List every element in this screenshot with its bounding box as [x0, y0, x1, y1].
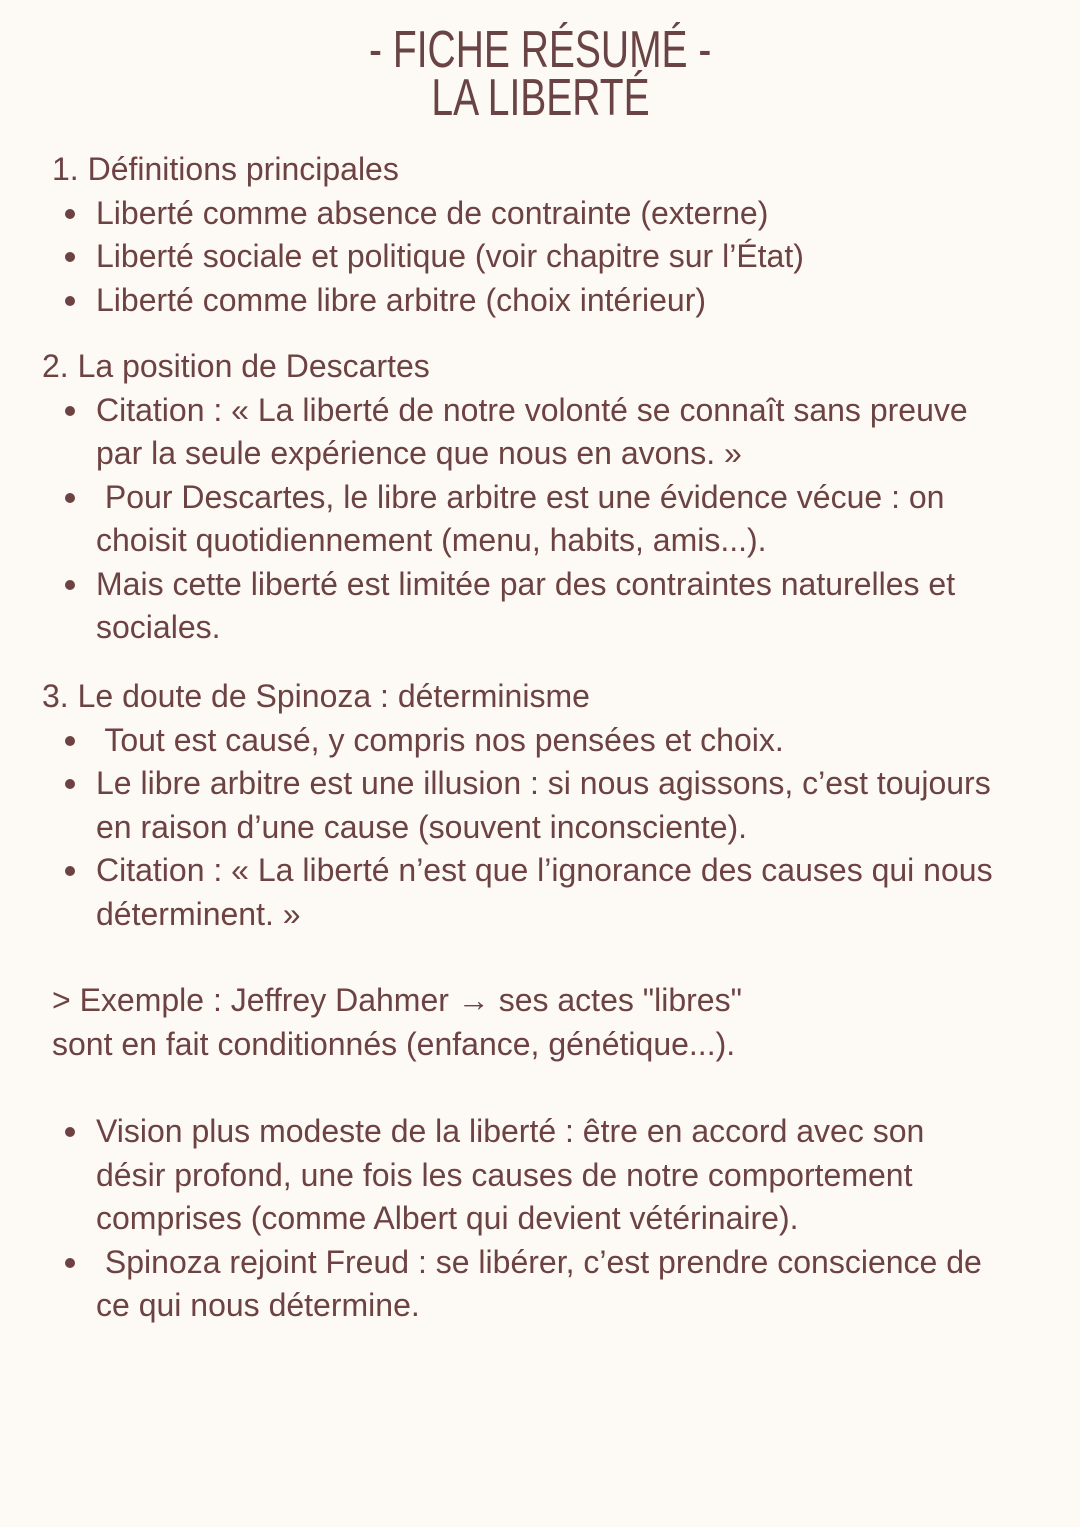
bullet-text-line: désir profond, une fois les causes de notre comportement: [96, 1156, 913, 1193]
bullet-item: [0, 235, 1080, 279]
example-block: [0, 979, 1080, 1066]
bullet-dot-icon: [65, 736, 75, 746]
bullet-text-line: Mais cette liberté est limitée par des contraintes naturelles et: [96, 565, 956, 602]
bullet-text-line: Spinoza rejoint Freud : se libérer, c’est prendre conscience de: [96, 1243, 982, 1280]
bullet-text-line: Citation : « La liberté n’est que l’ignorance des causes qui nous: [96, 852, 993, 888]
bullet-text-line: comprises (comme Albert qui devient vétérinaire).: [96, 1200, 799, 1236]
bullet-item: [0, 719, 1080, 763]
bullet-text-line: sociales.: [96, 609, 221, 645]
bullet-dot-icon: [65, 252, 75, 262]
bullet-text-line: ce qui nous détermine.: [96, 1287, 420, 1323]
bullet-item: [0, 192, 1080, 236]
bullet-item: [0, 389, 1080, 476]
bullet-item: [0, 1110, 1080, 1241]
example-text-line: sont en fait conditionnés (enfance, génétique...).: [52, 1025, 736, 1062]
bullet-text-line: Tout est causé, y compris nos pensées et choix.: [96, 721, 784, 758]
bullet-text-line: Citation : « La liberté de notre volonté se connaît sans preuve: [96, 391, 968, 428]
bullet-text-line: Liberté sociale et politique (voir chapitre sur l’État): [96, 238, 804, 274]
title-line-2: [0, 69, 1080, 127]
bullet-dot-icon: [65, 866, 75, 876]
bullet-item: [0, 762, 1080, 849]
bullet-item: [0, 279, 1080, 323]
bullet-dot-icon: [65, 1258, 75, 1268]
section-spinoza: [0, 675, 1080, 936]
bullet-dot-icon: [65, 209, 75, 219]
bullet-item: [0, 563, 1080, 650]
bullet-item: [0, 1241, 1080, 1328]
bullet-text-line: Liberté comme absence de contrainte (externe): [96, 194, 769, 231]
section-heading: 3. Le doute de Spinoza : déterminisme: [42, 678, 590, 714]
bullet-text-line: Le libre arbitre est une illusion : si nous agissons, c’est toujours: [96, 765, 991, 801]
bullet-dot-icon: [65, 580, 75, 590]
section-definitions: [0, 148, 1080, 322]
bullet-dot-icon: [65, 406, 75, 416]
bullet-text-line: par la seule expérience que nous en avons. »: [96, 435, 742, 471]
bullet-text-line: en raison d’une cause (souvent inconsciente).: [96, 808, 748, 845]
section-descartes: [0, 345, 1080, 650]
bullet-dot-icon: [65, 779, 75, 789]
bullet-dot-icon: [65, 1127, 75, 1137]
bullet-text-line: Vision plus modeste de la liberté : être en accord avec son: [96, 1113, 925, 1149]
bullet-text-line: déterminent. »: [96, 895, 301, 932]
section-heading: 1. Définitions principales: [52, 151, 399, 187]
bullet-item: [0, 476, 1080, 563]
title-line-1: [0, 21, 1080, 79]
example-text-line: > Exemple : Jeffrey Dahmer → ses actes "libres": [52, 982, 742, 1018]
section-heading: 2. La position de Descartes: [42, 348, 430, 384]
title-line-2-text: LA LIBERTÉ: [430, 69, 650, 127]
page-title: [0, 21, 1080, 127]
bullet-dot-icon: [65, 493, 75, 503]
bullet-text-line: Liberté comme libre arbitre (choix intérieur): [96, 281, 706, 318]
bullet-text-line: choisit quotidiennement (menu, habits, amis...).: [96, 522, 767, 558]
section-closing: [0, 1110, 1080, 1328]
title-line-1-text: - FICHE RÉSUMÉ -: [368, 21, 712, 79]
bullet-dot-icon: [65, 296, 75, 306]
bullet-item: [0, 849, 1080, 936]
bullet-text-line: Pour Descartes, le libre arbitre est une évidence vécue : on: [96, 478, 945, 515]
